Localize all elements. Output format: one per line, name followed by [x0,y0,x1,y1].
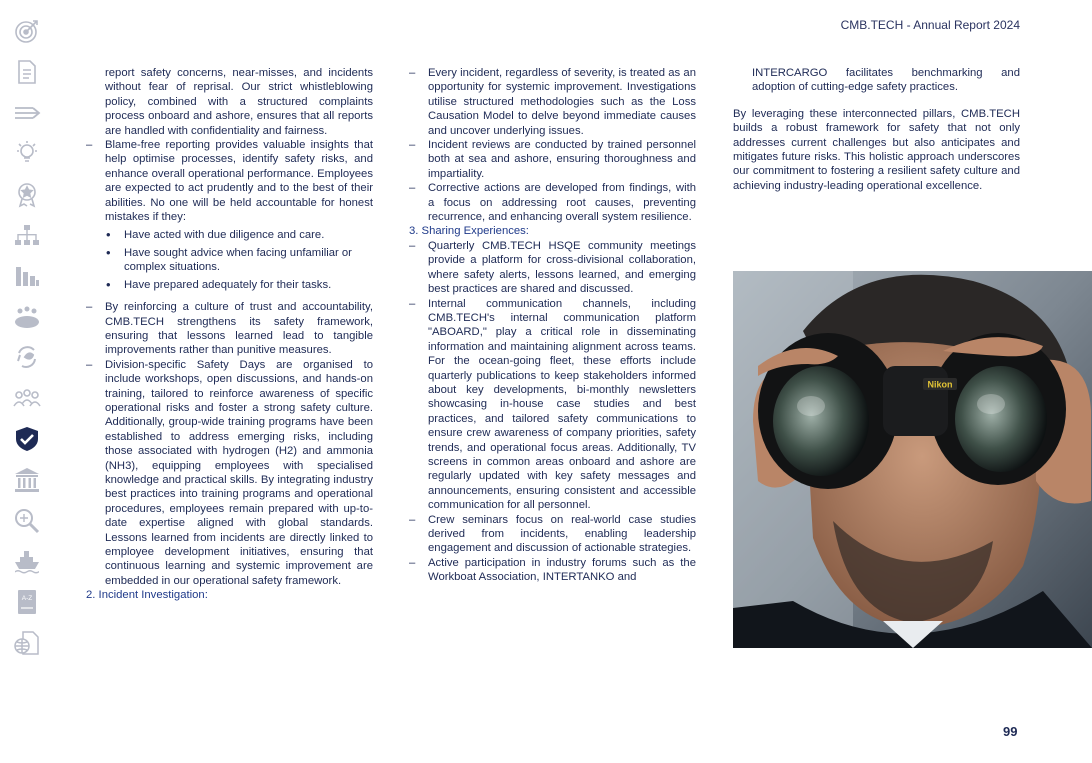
paragraph: report safety concerns, near-misses, and incidents without fear of reprisal. Our strict whistleblowing policy, combined with a structured complaints process onboard and ashore, ensures that all reports are handled with confidentiality and fairness. [105,67,373,137]
dash-item: – Division-specific Safety Days are organised to include workshops, open discussions, and hands-on training, tailored to reinforce awareness of specific operational risks and foster a strong safety culture. Additionally, group-wide training programs have been established to address emerging risks, including those associated with hydrogen (H2) and ammonia (NH3), equipping employees with specialised knowledge and practical skills. By integrating industry best practices into training programs and operational procedures, employees remain prepared with up-to-date expertise aligned with global standards. Lessons learned from incidents are directly linked to employee development initiatives, ensuring that continuous learning and systemic improvement are embedded in our operational safety framework. [86,358,373,589]
section-heading: 3. Sharing Experiences: [409,225,529,238]
dash-item: – Blame-free reporting provides valuable insights that help optimise processes, identify safety risks, and enhance overall operational performance. Employees are expected to act prudently and to the best of their abilities. No one will be held accountable for honest mistakes if they: [86,138,373,224]
org-chart-icon[interactable] [10,218,44,252]
bullet-item: • Have prepared adequately for their tasks. [105,278,373,292]
section-nav-rail [10,14,44,667]
continued-item: INTERCARGO facilitates benchmarking and adoption of cutting-edge safety practices. [752,67,1020,94]
dash-item: – Internal communication channels, including CMB.TECH's internal communication platform "ABOARD," play a critical role in disseminating information and maintaining alignment across teams. For the ocean-going fleet, these efforts include quarterly publications to keep stakeholders informed about key developments, bi-monthly newsletters showcasing in-house case studies and best practices, and tailored safety communications to ensure crew awareness of company priorities, safety trends, and operational focus areas. Additionally, TV screens in common areas onboard and ashore are regularly updated with key safety messages and announcements, ensuring consistent and accessible communication for all personnel. [409,297,696,513]
text-column-1 [86,66,373,603]
dash-item: – Every incident, regardless of severity, is treated as an opportunity for systemic improvement. Investigations utilise structured methodologies such as the Loss Causation Model to delve beyond immediate causes and uncover underlying issues. [409,66,696,138]
ship-icon[interactable] [10,544,44,578]
institution-icon[interactable] [10,463,44,497]
paragraph: By leveraging these interconnected pillars, CMB.TECH builds a robust framework for safety that not only addresses current challenges but also anticipates and mitigates future risks. This holistic approach underscores our commitment to fostering a resilient safety culture and achieving industry-leading operational excellence. [733,107,1020,192]
document-icon[interactable] [10,55,44,89]
lightbulb-icon[interactable] [10,136,44,170]
dash-item: – Incident reviews are conducted by trained personnel both at sea and ashore, ensuring thoroughness and impartiality. [409,138,696,181]
award-badge-icon[interactable] [10,177,44,211]
text-column-3 [733,66,1020,193]
globe-document-icon[interactable] [10,626,44,660]
glossary-az-icon[interactable] [10,585,44,619]
bullet-item: • Have sought advice when facing unfamiliar or complex situations. [105,246,373,275]
bullet-item: • Have acted with due diligence and care. [105,228,373,242]
target-icon[interactable] [10,14,44,48]
binoculars-brand: Nikon [927,379,953,390]
dash-item: – Active participation in industry forums such as the Workboat Association, INTERTANKO and [409,556,696,585]
bar-chart-icon[interactable] [10,259,44,293]
bullet-list [86,228,373,292]
dash-item: – Corrective actions are developed from findings, with a focus on addressing root causes, preventing recurrence, and enhancing overall system resilience. [409,181,696,224]
binoculars-photo [733,271,1092,648]
shield-check-icon[interactable] [10,422,44,456]
dash-item: – Quarterly CMB.TECH HSQE community meetings provide a platform for cross-divisional collaboration, where safety alerts, lessons learned, and emerging best practices are shared and discussed. [409,239,696,297]
ship-flow-icon[interactable] [10,96,44,130]
recycle-leaf-icon[interactable] [10,340,44,374]
people-icon[interactable] [10,381,44,415]
community-icon[interactable] [10,300,44,334]
section-heading: 2. Incident Investigation: [86,589,208,602]
magnifier-icon[interactable] [10,504,44,538]
page-number: 99 [1003,724,1018,739]
report-header: CMB.TECH - Annual Report 2024 [840,18,1020,32]
text-column-2 [409,66,696,585]
dash-item: – By reinforcing a culture of trust and accountability, CMB.TECH strengthens its safety framework, ensuring that lessons learned lead to tangible improvements rather than punitive measures. [86,300,373,358]
dash-item: – Crew seminars focus on real-world case studies derived from incidents, enabling leadership engagement and discussion of actionable strategies. [409,513,696,556]
glossary-az-label: A-Z [21,595,33,603]
